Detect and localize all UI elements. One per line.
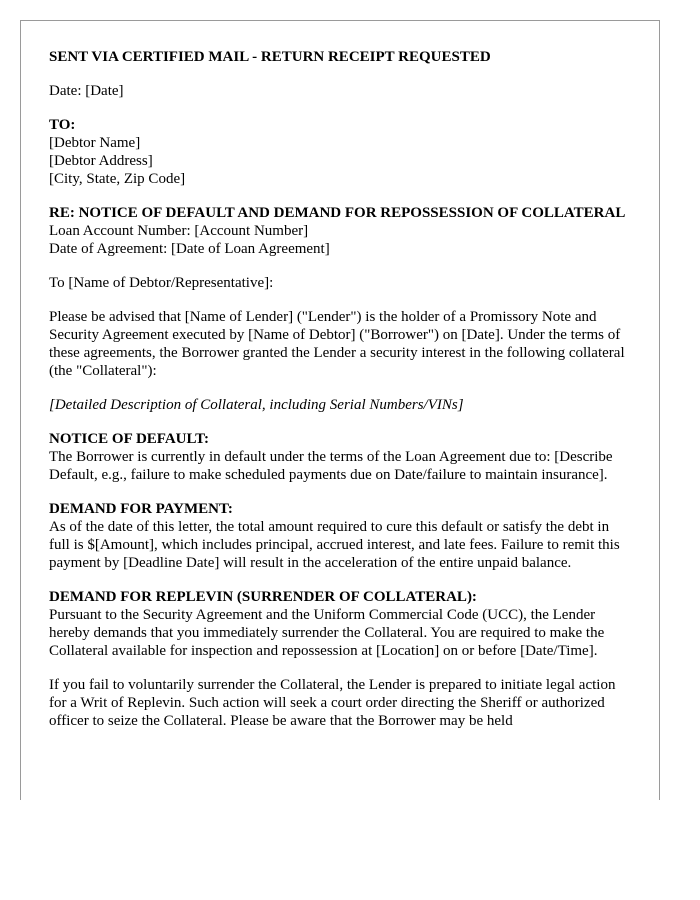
replevin-text: Pursuant to the Security Agreement and the Uniform Commercial Code (UCC), the Lender hereby demands that you immediately surrender the Collateral. You are required to make the Collateral available for inspection and repossession at [Location] on or before [Date/Time]. [49,607,605,659]
debtor-name: [Debtor Name] [49,135,141,151]
payment-heading: DEMAND FOR PAYMENT: [49,501,233,517]
replevin-section [49,588,631,660]
intro-paragraph: Please be advised that [Name of Lender] ("Lender") is the holder of a Promissory Note and Security Agreement executed by [Name of Debtor] ("Borrower") on [Date]. Under the terms of these agreements, the Borrower granted the Lender a security interest in the following collateral (the "Collateral"): [49,309,625,379]
re-block [49,204,631,258]
default-section [49,430,631,484]
re-title: RE: NOTICE OF DEFAULT AND DEMAND FOR REPOSSESSION OF COLLATERAL [49,205,626,221]
replevin-heading: DEMAND FOR REPLEVIN (SURRENDER OF COLLATERAL): [49,589,477,605]
certified-mail-header: SENT VIA CERTIFIED MAIL - RETURN RECEIPT REQUESTED [49,49,491,65]
payment-text: As of the date of this letter, the total amount required to cure this default or satisfy the debt in full is $[Amount], which includes principal, accrued interest, and late fees. Failure to remit this payment by [Deadline Date] will result in the acceleration of the entire unpaid balance. [49,519,620,571]
default-heading: NOTICE OF DEFAULT: [49,431,210,447]
date-of-agreement: Date of Agreement: [Date of Loan Agreement] [49,241,330,257]
letter-page [20,20,660,800]
recipient-block [49,116,631,188]
collateral-description: [Detailed Description of Collateral, including Serial Numbers/VINs] [49,397,464,413]
legal-action-paragraph: If you fail to voluntarily surrender the Collateral, the Lender is prepared to initiate legal action for a Writ of Replevin. Such action will seek a court order directing the Sheriff or authorized officer to seize the Collateral. Please be aware that the Borrower may be held [49,677,616,729]
debtor-address: [Debtor Address] [49,153,153,169]
payment-section [49,500,631,572]
to-label: TO: [49,117,76,133]
debtor-city-state-zip: [City, State, Zip Code] [49,171,186,187]
loan-account-number: Loan Account Number: [Account Number] [49,223,309,239]
salutation: To [Name of Debtor/Representative]: [49,275,274,291]
letter-date: Date: [Date] [49,83,124,99]
default-text: The Borrower is currently in default under the terms of the Loan Agreement due to: [Describe Default, e.g., failure to make scheduled payments due on Date/failure to maintain insurance]. [49,449,613,483]
